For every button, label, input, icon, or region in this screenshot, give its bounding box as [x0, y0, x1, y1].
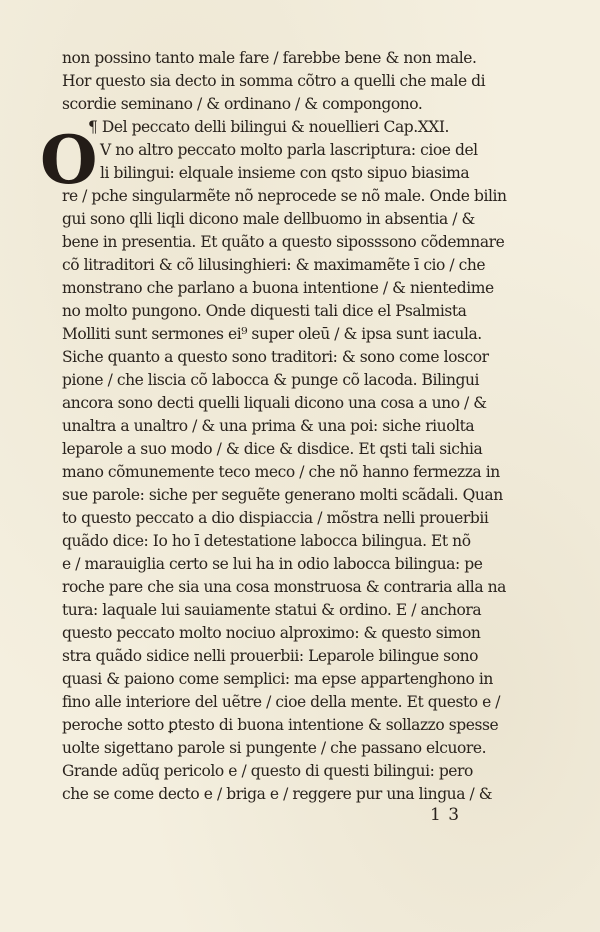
text-line: Molliti sunt sermones ei⁹ super oleū / & ipsa sunt iacula. [62, 325, 482, 343]
text-line: quãdo dice: Io ho ī detestatione labocca bilingua. Et nõ [62, 532, 471, 550]
text-line: e / marauiglia certo se lui ha in odio labocca bilingua: pe [62, 555, 483, 573]
text-line: sue parole: siche per seguẽte generano molti scãdali. Quan [62, 486, 503, 504]
text-line: fino alle interiore del uẽtre / cioe della mente. Et questo e / [62, 693, 501, 711]
text-line: non possino tanto male fare / farebbe bene & non male. [62, 49, 477, 67]
text-line: stra quãdo sidice nelli prouerbii: Leparole bilingue sono [62, 647, 478, 665]
text-line: no molto pungono. Onde diquesti tali dice el Psalmista [62, 302, 467, 320]
text-line: peroche sotto ꝑtesto di buona intentione & sollazzo spesse [62, 716, 499, 734]
text-line: unaltra a unaltro / & una prima & una poi: siche riuolta [62, 417, 475, 435]
text-line: uolte sigettano parole si pungente / che passano elcuore. [62, 739, 487, 757]
text-line: monstrano che parlano a buona intentione / & nientedime [62, 279, 494, 297]
text-line: mano cõmunemente teco meco / che nõ hanno fermezza in [62, 463, 500, 481]
text-line: cõ litraditori & cõ lilusinghieri: & maximamẽte ī cio / che [62, 256, 486, 274]
text-line: scordie seminano / & ordinano / & compongono. [62, 95, 423, 113]
page-number: 1 3 [430, 805, 461, 825]
text-line: gui sono qlli liqli dicono male dellbuomo in absentia / & [62, 210, 475, 228]
text-line: pione / che liscia cõ labocca & punge cõ lacoda. Bilingui [62, 371, 480, 389]
initial-letter: O [40, 121, 98, 199]
text-line: che se come decto e / briga e / reggere pur una lingua / & [62, 785, 493, 803]
text-line: bene in presentia. Et quãto a questo siposssono cõdemnare [62, 233, 505, 251]
text-line: tura: laquale lui sauiamente statui & ordino. E / anchora [62, 601, 482, 619]
text-line: questo peccato molto nociuo alproximo: & questo simon [62, 624, 481, 642]
text-line: ancora sono decti quelli liquali dicono una cosa a uno / & [62, 394, 487, 412]
text-line: re / pche singularmẽte nõ neprocede se nõ male. Onde bilin [62, 187, 507, 205]
text-line: Hor questo sia decto in somma cõtro a quelli che male di [62, 72, 486, 90]
text-line: roche pare che sia una cosa monstruosa & contraria alla na [62, 578, 506, 596]
text-line: li bilingui: elquale insieme con qsto sipuo biasima [100, 164, 470, 182]
text-line: to questo peccato a dio dispiaccia / mõstra nelli prouerbii [62, 509, 489, 527]
text-line: V no altro peccato molto parla lascriptura: cioe del [100, 141, 478, 159]
chapter-heading: ¶ Del peccato delli bilingui & nouellieri Cap.XXI. [88, 118, 450, 136]
text-line: leparole a suo modo / & dice & disdice. Et qsti tali sichia [62, 440, 483, 458]
text-line: quasi & paiono come semplici: ma epse appartenghono in [62, 670, 493, 688]
text-line: Grande adũq pericolo e / questo di questi bilingui: pero [62, 762, 473, 780]
text-line: Siche quanto a questo sono traditori: & sono come loscor [62, 348, 489, 366]
